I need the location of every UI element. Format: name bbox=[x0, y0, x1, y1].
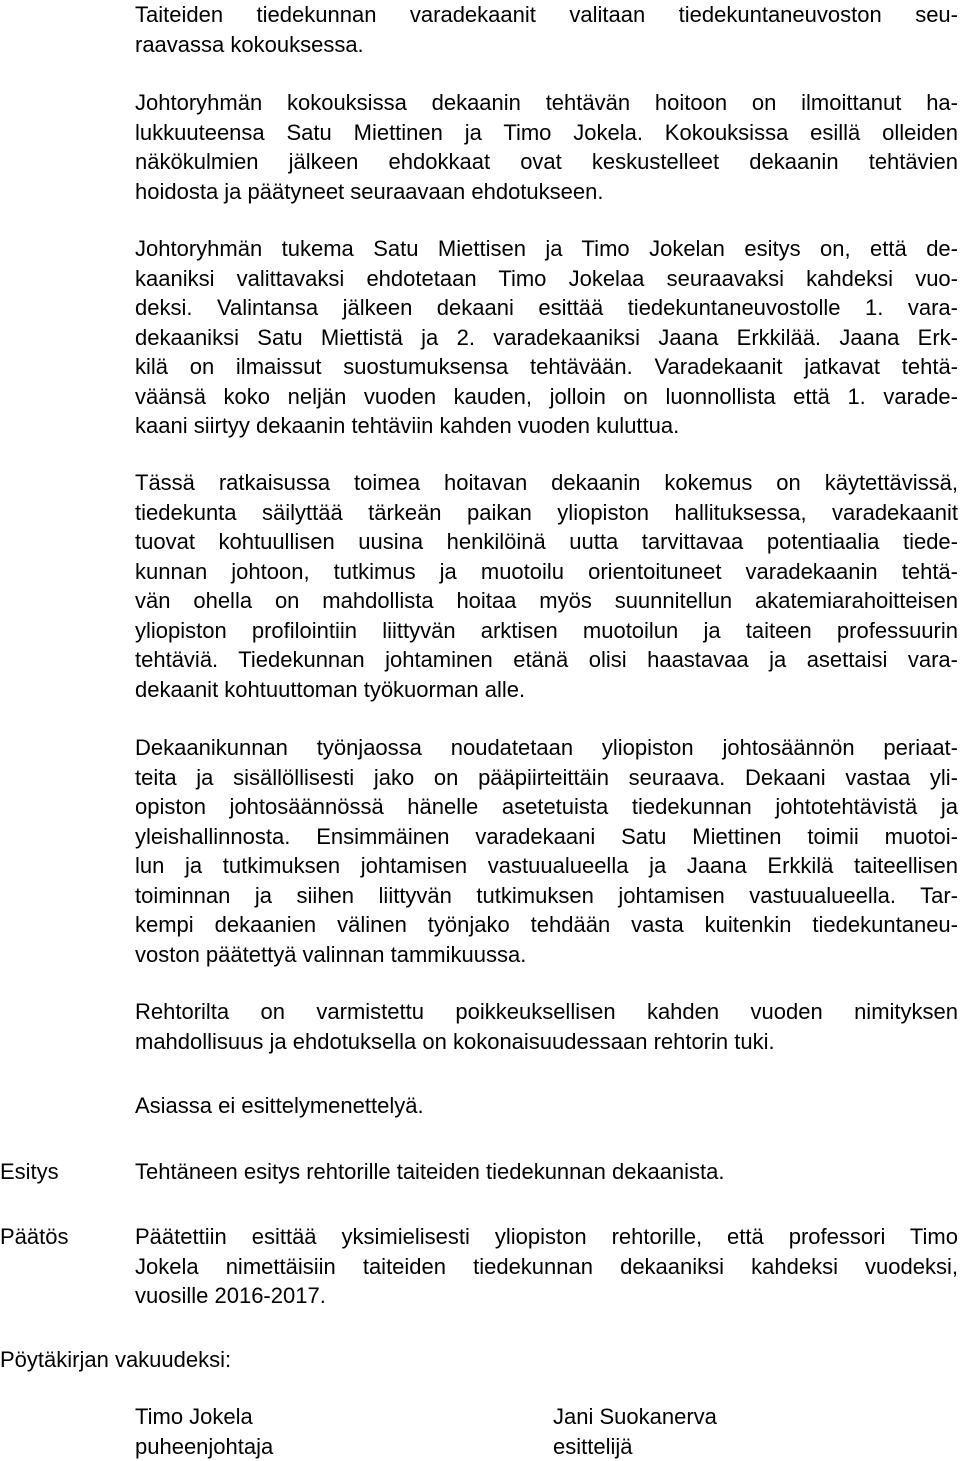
paragraph-line: näkökulmien jälkeen ehdokkaat ovat keskustelleet dekaanin tehtävien bbox=[135, 147, 958, 177]
paragraph-line: teita ja sisällöllisesti jako on pääpiirteittäin seuraava. Dekaani vastaa yli- bbox=[135, 763, 958, 793]
paragraph-line: voston päätettyä valinnan tammikuussa. bbox=[135, 940, 958, 970]
paragraph-line: kaani siirtyy dekaanin tehtäviin kahden vuoden kuluttua. bbox=[135, 411, 958, 441]
paragraph-line: yliopiston profilointiin liittyvän arktisen muotoilun ja taiteen professuurin bbox=[135, 616, 958, 646]
paragraph-line: vän ohella on mahdollista hoitaa myös suunnitellun akatemiarahoitteisen bbox=[135, 586, 958, 616]
esitys-text: Tehtäneen esitys rehtorille taiteiden tiedekunnan dekaanista. bbox=[135, 1157, 958, 1187]
paragraph-line: Taiteiden tiedekunnan varadekaanit valitaan tiedekuntaneuvoston seu- bbox=[135, 0, 958, 30]
paragraph-line: Päätettiin esittää yksimielisesti yliopiston rehtorille, että professori Timo bbox=[135, 1222, 958, 1252]
paatos-text bbox=[135, 1222, 958, 1311]
paragraph-line: kempi dekaanien välinen työnjako tehdään vasta kuitenkin tiedekuntaneu- bbox=[135, 910, 958, 940]
paragraph-line: Rehtorilta on varmistettu poikkeuksellisen kahden vuoden nimityksen bbox=[135, 997, 958, 1027]
paragraph-line: Jokela nimettäisiin taiteiden tiedekunnan dekaaniksi kahdeksi vuodeksi, bbox=[135, 1252, 958, 1282]
poytakirja-heading: Pöytäkirjan vakuudeksi: bbox=[0, 1345, 231, 1375]
paragraph-line: dekaanit kohtuuttoman työkuorman alle. bbox=[135, 675, 958, 705]
paragraph-line: Johtoryhmän tukema Satu Miettisen ja Timo Jokelan esitys on, että de- bbox=[135, 234, 958, 264]
paragraph-line: yleishallinnosta. Ensimmäinen varadekaani Satu Miettinen toimii muotoi- bbox=[135, 822, 958, 852]
paragraph-line: Johtoryhmän kokouksissa dekaanin tehtävän hoitoon on ilmoittanut ha- bbox=[135, 88, 958, 118]
paragraph-johtoryhma-esitys bbox=[135, 234, 958, 441]
paragraph-line: väänsä koko neljän vuoden kauden, jolloin on luonnollista että 1. varade- bbox=[135, 382, 958, 412]
paragraph-line: Asiassa ei esittelymenettelyä. bbox=[135, 1091, 958, 1121]
paragraph-varadekaanit bbox=[135, 0, 958, 59]
paragraph-rehtori bbox=[135, 997, 958, 1056]
paragraph-line: lun ja tutkimuksen johtamisen vastuualueella ja Jaana Erkkilä taiteellisen bbox=[135, 851, 958, 881]
paragraph-line: mahdollisuus ja ehdotuksella on kokonaisuudessaan rehtorin tuki. bbox=[135, 1027, 958, 1057]
paragraph-line: toiminnan ja siihen liittyvän tutkimuksen johtamisen vastuualueella. Tar- bbox=[135, 881, 958, 911]
paragraph-johtoryhma-kokoukset bbox=[135, 88, 958, 206]
paragraph-line: tehtäviä. Tiedekunnan johtaminen etänä olisi haastavaa ja asettaisi vara- bbox=[135, 645, 958, 675]
paragraph-line: vuosille 2016-2017. bbox=[135, 1281, 958, 1311]
paragraph-line: kaaniksi valittavaksi ehdotetaan Timo Jokelaa seuraavaksi kahdeksi vuo- bbox=[135, 264, 958, 294]
paragraph-line: opiston johtosäännössä hänelle asetetuista tiedekunnan johtotehtävistä ja bbox=[135, 792, 958, 822]
signature-block-presenter bbox=[553, 1402, 717, 1461]
paragraph-line: hoidosta ja päätyneet seuraavaan ehdotukseen. bbox=[135, 177, 958, 207]
paragraph-line: raavassa kokouksessa. bbox=[135, 30, 958, 60]
paragraph-line: Tässä ratkaisussa toimea hoitavan dekaanin kokemus on käytettävissä, bbox=[135, 468, 958, 498]
paragraph-line: tuovat kohtuullisen uusina henkilöinä uutta tarvittavaa potentiaalia tiede- bbox=[135, 527, 958, 557]
paragraph-line: kilä on ilmaissut suostumuksensa tehtävään. Varadekaanit jatkavat tehtä- bbox=[135, 352, 958, 382]
signature-block-chair bbox=[135, 1402, 273, 1461]
esitys-label: Esitys bbox=[0, 1157, 59, 1187]
paragraph-ratkaisu bbox=[135, 468, 958, 704]
paragraph-line: dekaaniksi Satu Miettistä ja 2. varadekaaniksi Jaana Erkkilää. Jaana Erk- bbox=[135, 323, 958, 353]
paragraph-tyonjako bbox=[135, 733, 958, 969]
paragraph-line: tiedekunta säilyttää tärkeän paikan yliopiston hallituksessa, varadekaanit bbox=[135, 498, 958, 528]
signer-role: esittelijä bbox=[553, 1432, 717, 1461]
paragraph-esittelymenettely bbox=[135, 1091, 958, 1121]
paragraph-line: deksi. Valintansa jälkeen dekaani esittää tiedekuntaneuvostolle 1. vara- bbox=[135, 293, 958, 323]
signer-role: puheenjohtaja bbox=[135, 1432, 273, 1461]
paragraph-line: Dekaanikunnan työnjaossa noudatetaan yliopiston johtosäännön periaat- bbox=[135, 733, 958, 763]
paragraph-line: kunnan johtoon, tutkimus ja muotoilu orientoituneet varadekaanin tehtä- bbox=[135, 557, 958, 587]
signer-name: Jani Suokanerva bbox=[553, 1402, 717, 1432]
paragraph-line: lukkuuteensa Satu Miettinen ja Timo Jokela. Kokouksissa esillä olleiden bbox=[135, 118, 958, 148]
paatos-label: Päätös bbox=[0, 1222, 69, 1252]
signer-name: Timo Jokela bbox=[135, 1402, 273, 1432]
